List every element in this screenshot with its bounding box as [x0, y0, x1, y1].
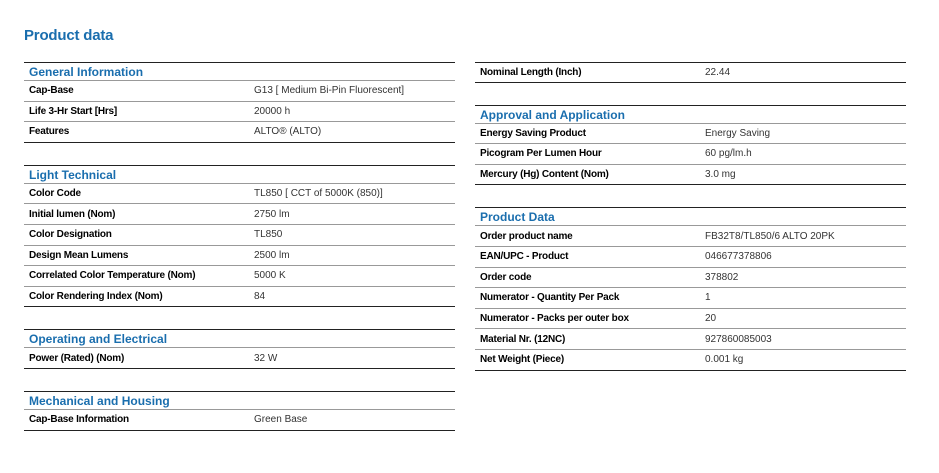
row-label: Nominal Length (Inch) — [480, 66, 582, 78]
table-row — [24, 246, 455, 267]
table-row — [24, 102, 455, 123]
table-row — [475, 309, 906, 330]
section-heading-general-information: General Information — [24, 62, 455, 81]
row-label: Color Code — [29, 188, 81, 200]
left-column — [24, 62, 455, 431]
row-value: 32 W — [254, 352, 278, 364]
table-row — [475, 124, 906, 145]
right-column — [475, 62, 906, 371]
row-value: 20000 h — [254, 105, 291, 117]
row-value: 20 — [705, 313, 717, 325]
row-label: Correlated Color Temperature (Nom) — [29, 270, 196, 282]
row-value: TL850 — [254, 229, 283, 241]
table-row — [24, 81, 455, 102]
row-label: Cap-Base — [29, 85, 74, 97]
row-value: Green Base — [254, 414, 308, 426]
table-row — [24, 122, 455, 143]
table-row — [475, 226, 906, 247]
row-label: EAN/UPC - Product — [480, 251, 569, 263]
section-heading-product-data: Product Data — [475, 207, 906, 226]
page-title: Product data — [24, 27, 114, 44]
table-row — [24, 266, 455, 287]
row-value: 22.44 — [705, 66, 731, 78]
row-label: Initial lumen (Nom) — [29, 208, 116, 220]
table-row — [475, 288, 906, 309]
row-label: Power (Rated) (Nom) — [29, 352, 125, 364]
row-value: 0.001 kg — [705, 354, 744, 366]
row-value: G13 [ Medium Bi-Pin Fluorescent] — [254, 85, 405, 97]
row-value: 3.0 mg — [705, 169, 736, 181]
row-label: Numerator - Quantity Per Pack — [480, 292, 620, 304]
row-value: FB32T8/TL850/6 ALTO 20PK — [705, 230, 835, 242]
table-row — [475, 165, 906, 186]
table-row — [475, 247, 906, 268]
row-label: Order product name — [480, 230, 573, 242]
row-label: Life 3-Hr Start [Hrs] — [29, 105, 118, 117]
row-value: 2750 lm — [254, 208, 290, 220]
row-label: Color Designation — [29, 229, 112, 241]
row-value: 2500 lm — [254, 249, 290, 261]
table-row — [24, 348, 455, 369]
table-row — [24, 204, 455, 225]
row-value: 046677378806 — [705, 251, 772, 263]
row-value: 927860085003 — [705, 333, 772, 345]
section-heading-mechanical-housing: Mechanical and Housing — [24, 391, 455, 410]
row-label: Picogram Per Lumen Hour — [480, 148, 602, 160]
row-label: Cap-Base Information — [29, 414, 129, 426]
row-value: TL850 [ CCT of 5000K (850)] — [254, 188, 383, 200]
row-label: Order code — [480, 271, 532, 283]
row-value: Energy Saving — [705, 127, 771, 139]
row-value: 1 — [705, 292, 711, 304]
section-heading-approval-application: Approval and Application — [475, 105, 906, 124]
table-row — [475, 350, 906, 371]
table-row — [475, 268, 906, 289]
row-value: 84 — [254, 291, 266, 303]
row-value: 378802 — [705, 271, 739, 283]
section-heading-operating-electrical: Operating and Electrical — [24, 329, 455, 348]
row-label: Energy Saving Product — [480, 127, 586, 139]
row-label: Color Rendering Index (Nom) — [29, 291, 163, 303]
section-heading-light-technical: Light Technical — [24, 165, 455, 184]
row-label: Net Weight (Piece) — [480, 354, 565, 366]
row-value: ALTO® (ALTO) — [254, 126, 322, 138]
table-row — [475, 144, 906, 165]
table-row — [24, 410, 455, 431]
row-value: 60 pg/lm.h — [705, 148, 752, 160]
row-label: Numerator - Packs per outer box — [480, 313, 629, 325]
row-value: 5000 K — [254, 270, 286, 282]
table-row — [475, 329, 906, 350]
row-label: Design Mean Lumens — [29, 249, 129, 261]
table-row — [24, 184, 455, 205]
row-label: Material Nr. (12NC) — [480, 333, 566, 345]
table-row — [24, 287, 455, 308]
row-label: Features — [29, 126, 70, 138]
table-row — [475, 62, 906, 83]
table-row — [24, 225, 455, 246]
row-label: Mercury (Hg) Content (Nom) — [480, 169, 609, 181]
